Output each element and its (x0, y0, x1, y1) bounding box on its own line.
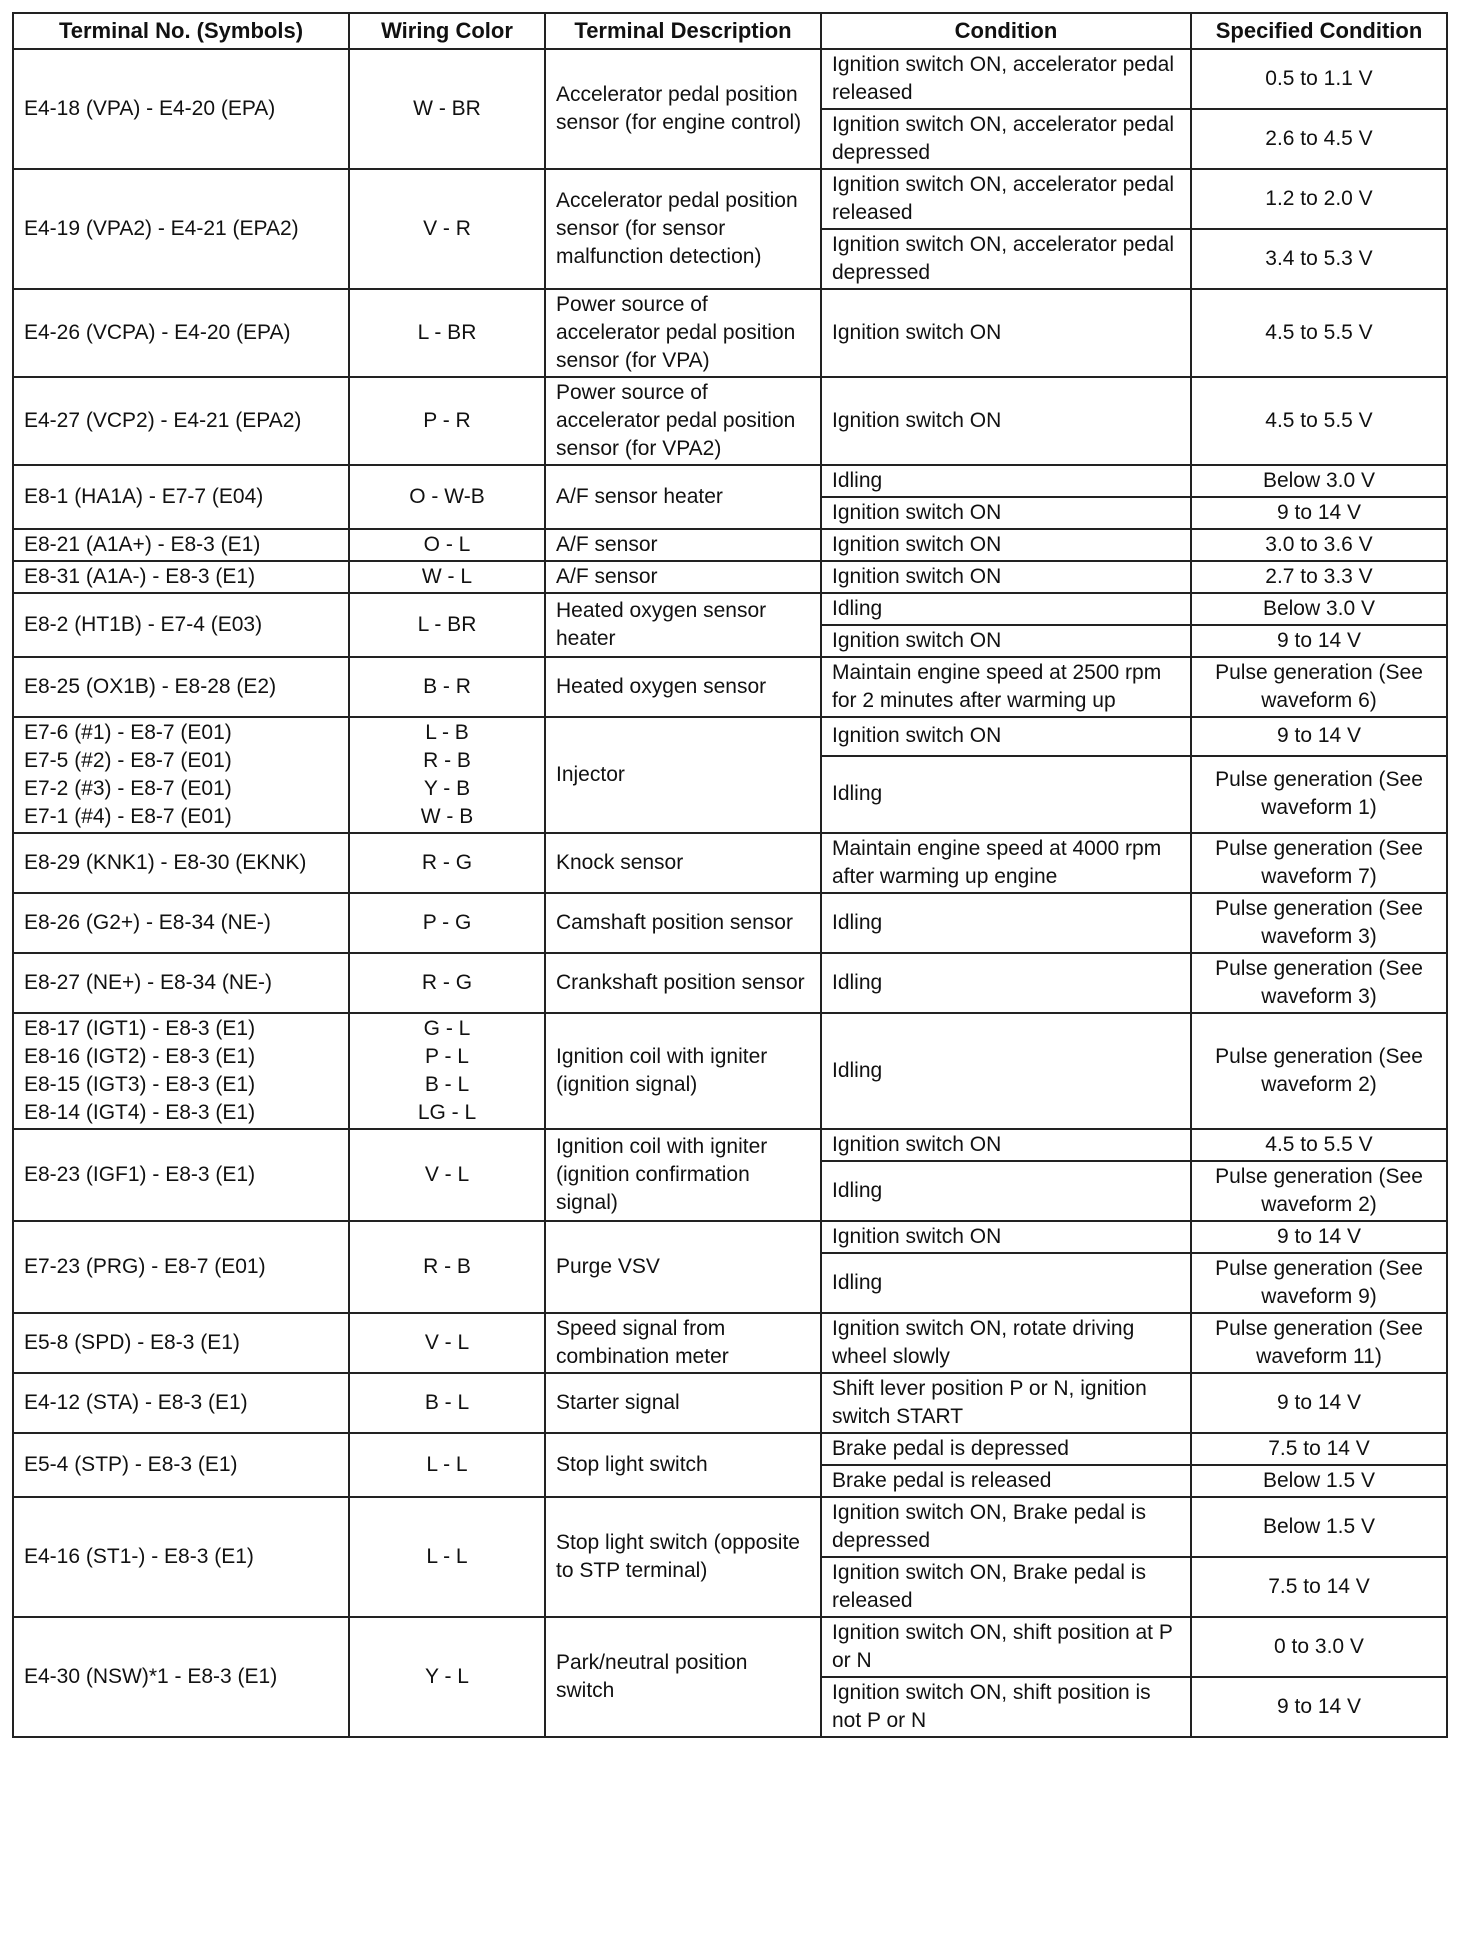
terminal-description: Heated oxygen sensor (545, 657, 821, 717)
condition-cell: Ignition switch ON (821, 1221, 1191, 1253)
condition-cell: Ignition switch ON (821, 497, 1191, 529)
terminal-pair: E5-4 (STP) - E8-3 (E1) (24, 1453, 238, 1476)
terminal-pair: E7-5 (#2) - E8-7 (E01) (24, 749, 232, 772)
terminal-pair: E8-2 (HT1B) - E7-4 (E03) (24, 613, 263, 636)
specified-condition-cell: 9 to 14 V (1191, 1221, 1447, 1253)
terminal-pair: E4-16 (ST1-) - E8-3 (E1) (24, 1545, 254, 1568)
wiring-color: Y - L (425, 1665, 469, 1688)
table-row (13, 1013, 1447, 1129)
wiring-color-cell (349, 1433, 545, 1497)
condition-cell: Ignition switch ON, shift position is not P or N (821, 1677, 1191, 1737)
condition-cell: Ignition switch ON, rotate driving wheel slowly (821, 1313, 1191, 1373)
wiring-color-cell (349, 1129, 545, 1221)
wiring-color: L - L (426, 1545, 468, 1568)
wiring-color-cell (349, 953, 545, 1013)
table-row (13, 893, 1447, 953)
terminal-cell (13, 893, 349, 953)
terminal-cell (13, 289, 349, 377)
terminal-description: Purge VSV (545, 1221, 821, 1313)
condition-cell: Ignition switch ON, accelerator pedal depressed (821, 109, 1191, 169)
specified-condition-cell: Pulse generation (See waveform 11) (1191, 1313, 1447, 1373)
table-row (13, 561, 1447, 593)
terminal-pair: E8-23 (IGF1) - E8-3 (E1) (24, 1163, 256, 1186)
terminal-cell (13, 465, 349, 529)
wiring-color-cell (349, 657, 545, 717)
wiring-color: L - BR (417, 321, 477, 344)
wiring-color-cell (349, 1013, 545, 1129)
condition-cell: Ignition switch ON (821, 717, 1191, 756)
header-row (13, 13, 1447, 49)
condition-cell: Maintain engine speed at 2500 rpm for 2 minutes after warming up (821, 657, 1191, 717)
condition-cell: Idling (821, 756, 1191, 833)
condition-cell: Ignition switch ON, accelerator pedal released (821, 169, 1191, 229)
header-specified-condition: Specified Condition (1191, 13, 1447, 49)
specified-condition-cell: 2.6 to 4.5 V (1191, 109, 1447, 169)
terminal-pair: E7-2 (#3) - E8-7 (E01) (24, 777, 232, 800)
condition-cell: Idling (821, 593, 1191, 625)
condition-cell: Idling (821, 893, 1191, 953)
terminal-pair: E7-1 (#4) - E8-7 (E01) (24, 805, 232, 828)
terminal-pair: E4-27 (VCP2) - E4-21 (EPA2) (24, 409, 302, 432)
terminal-cell (13, 1129, 349, 1221)
terminal-pair: E4-18 (VPA) - E4-20 (EPA) (24, 97, 276, 120)
terminal-description: Ignition coil with igniter (ignition signal) (545, 1013, 821, 1129)
table-row (13, 953, 1447, 1013)
condition-cell: Idling (821, 465, 1191, 497)
condition-cell: Brake pedal is released (821, 1465, 1191, 1497)
specified-condition-cell: 3.4 to 5.3 V (1191, 229, 1447, 289)
wiring-color: O - L (423, 533, 471, 556)
terminal-cell (13, 561, 349, 593)
terminal-description: Park/neutral position switch (545, 1617, 821, 1737)
specified-condition-cell: 9 to 14 V (1191, 497, 1447, 529)
condition-cell: Ignition switch ON (821, 1129, 1191, 1161)
terminal-description: Stop light switch (545, 1433, 821, 1497)
wiring-color: LG - L (417, 1101, 477, 1124)
terminal-description: Starter signal (545, 1373, 821, 1433)
wiring-color: V - L (424, 1331, 470, 1354)
wiring-color: R - B (423, 1255, 471, 1278)
condition-cell: Idling (821, 1013, 1191, 1129)
terminal-pair: E5-8 (SPD) - E8-3 (E1) (24, 1331, 240, 1354)
terminal-description: Accelerator pedal position sensor (for engine control) (545, 49, 821, 169)
terminal-cell (13, 529, 349, 561)
terminal-description: Injector (545, 717, 821, 833)
specified-condition-cell: 7.5 to 14 V (1191, 1557, 1447, 1617)
condition-cell: Ignition switch ON (821, 561, 1191, 593)
specified-condition-cell: 0 to 3.0 V (1191, 1617, 1447, 1677)
terminal-cell (13, 1221, 349, 1313)
terminal-cell (13, 1013, 349, 1129)
table-row (13, 289, 1447, 377)
wiring-color: R - G (421, 851, 473, 874)
terminal-description: Ignition coil with igniter (ignition confirmation signal) (545, 1129, 821, 1221)
condition-cell: Idling (821, 953, 1191, 1013)
terminal-description: Power source of accelerator pedal position sensor (for VPA2) (545, 377, 821, 465)
wiring-color: W - BR (413, 97, 481, 120)
terminal-pair: E7-23 (PRG) - E8-7 (E01) (24, 1255, 266, 1278)
terminal-spec-table (12, 12, 1448, 1738)
condition-cell: Brake pedal is depressed (821, 1433, 1191, 1465)
condition-cell: Ignition switch ON (821, 289, 1191, 377)
terminal-pair: E4-30 (NSW)*1 - E8-3 (E1) (24, 1665, 278, 1688)
condition-cell: Ignition switch ON (821, 625, 1191, 657)
condition-cell: Ignition switch ON, Brake pedal is released (821, 1557, 1191, 1617)
table-row (13, 465, 1447, 497)
header-terminal: Terminal No. (Symbols) (13, 13, 349, 49)
table-row (13, 169, 1447, 229)
table-row (13, 1313, 1447, 1373)
condition-cell: Ignition switch ON, shift position at P or N (821, 1617, 1191, 1677)
header-wiring-color: Wiring Color (349, 13, 545, 49)
terminal-pair: E8-25 (OX1B) - E8-28 (E2) (24, 675, 277, 698)
table-row (13, 717, 1447, 756)
specified-condition-cell: Pulse generation (See waveform 3) (1191, 953, 1447, 1013)
terminal-pair: E8-27 (NE+) - E8-34 (NE-) (24, 971, 272, 994)
specified-condition-cell: 9 to 14 V (1191, 1677, 1447, 1737)
terminal-description: Speed signal from combination meter (545, 1313, 821, 1373)
header-terminal-description: Terminal Description (545, 13, 821, 49)
wiring-color: W - B (420, 805, 474, 828)
terminal-pair: E8-17 (IGT1) - E8-3 (E1) (24, 1017, 256, 1040)
wiring-color-cell (349, 289, 545, 377)
specified-condition-cell: Pulse generation (See waveform 6) (1191, 657, 1447, 717)
wiring-color-cell (349, 717, 545, 833)
terminal-cell (13, 169, 349, 289)
specified-condition-cell: 4.5 to 5.5 V (1191, 1129, 1447, 1161)
wiring-color-cell (349, 1497, 545, 1617)
terminal-description: A/F sensor (545, 529, 821, 561)
specified-condition-cell: Below 1.5 V (1191, 1497, 1447, 1557)
wiring-color-cell (349, 377, 545, 465)
specified-condition-cell: 4.5 to 5.5 V (1191, 377, 1447, 465)
terminal-cell (13, 657, 349, 717)
condition-cell: Ignition switch ON, accelerator pedal depressed (821, 229, 1191, 289)
terminal-cell (13, 833, 349, 893)
terminal-cell (13, 1313, 349, 1373)
table-row (13, 1433, 1447, 1465)
condition-cell: Ignition switch ON (821, 377, 1191, 465)
wiring-color: B - R (423, 675, 471, 698)
table-row (13, 657, 1447, 717)
wiring-color: R - B (423, 749, 471, 772)
specified-condition-cell: Pulse generation (See waveform 2) (1191, 1161, 1447, 1221)
wiring-color: B - L (424, 1391, 470, 1414)
wiring-color: L - L (426, 1453, 468, 1476)
terminal-pair: E8-21 (A1A+) - E8-3 (E1) (24, 533, 261, 556)
terminal-cell (13, 49, 349, 169)
wiring-color: R - G (421, 971, 473, 994)
specified-condition-cell: 3.0 to 3.6 V (1191, 529, 1447, 561)
wiring-color-cell (349, 465, 545, 529)
table-row (13, 377, 1447, 465)
specified-condition-cell: Below 1.5 V (1191, 1465, 1447, 1497)
wiring-color-cell (349, 1373, 545, 1433)
specified-condition-cell: 7.5 to 14 V (1191, 1433, 1447, 1465)
specified-condition-cell: Pulse generation (See waveform 2) (1191, 1013, 1447, 1129)
terminal-cell (13, 377, 349, 465)
wiring-color-cell (349, 893, 545, 953)
wiring-color: Y - B (423, 777, 471, 800)
terminal-pair: E8-29 (KNK1) - E8-30 (EKNK) (24, 851, 307, 874)
wiring-color-cell (349, 169, 545, 289)
wiring-color-cell (349, 561, 545, 593)
specified-condition-cell: Below 3.0 V (1191, 465, 1447, 497)
condition-cell: Ignition switch ON, Brake pedal is depressed (821, 1497, 1191, 1557)
condition-cell: Idling (821, 1161, 1191, 1221)
wiring-color-cell (349, 1221, 545, 1313)
condition-cell: Ignition switch ON, accelerator pedal released (821, 49, 1191, 109)
wiring-color-cell (349, 593, 545, 657)
wiring-color: L - B (425, 721, 469, 744)
specified-condition-cell: 9 to 14 V (1191, 717, 1447, 756)
terminal-pair: E8-14 (IGT4) - E8-3 (E1) (24, 1101, 256, 1124)
condition-cell: Shift lever position P or N, ignition switch START (821, 1373, 1191, 1433)
table-row (13, 529, 1447, 561)
table-row (13, 49, 1447, 109)
wiring-color-cell (349, 1617, 545, 1737)
wiring-color: P - L (425, 1045, 469, 1068)
terminal-pair: E4-19 (VPA2) - E4-21 (EPA2) (24, 217, 299, 240)
terminal-cell (13, 1497, 349, 1617)
wiring-color: O - W-B (409, 485, 485, 508)
specified-condition-cell: Pulse generation (See waveform 9) (1191, 1253, 1447, 1313)
table-row (13, 593, 1447, 625)
condition-cell: Ignition switch ON (821, 529, 1191, 561)
wiring-color: W - L (421, 565, 473, 588)
terminal-description: Crankshaft position sensor (545, 953, 821, 1013)
condition-cell: Idling (821, 1253, 1191, 1313)
wiring-color: B - L (424, 1073, 470, 1096)
wiring-color: V - R (423, 217, 471, 240)
table-row (13, 1617, 1447, 1677)
terminal-pair: E7-6 (#1) - E8-7 (E01) (24, 721, 232, 744)
terminal-description: Power source of accelerator pedal position sensor (for VPA) (545, 289, 821, 377)
terminal-description: A/F sensor (545, 561, 821, 593)
terminal-description: Knock sensor (545, 833, 821, 893)
wiring-color: V - L (424, 1163, 470, 1186)
specified-condition-cell: 9 to 14 V (1191, 625, 1447, 657)
specified-condition-cell: Pulse generation (See waveform 1) (1191, 756, 1447, 833)
table-row (13, 1129, 1447, 1161)
specified-condition-cell: 4.5 to 5.5 V (1191, 289, 1447, 377)
terminal-pair: E8-16 (IGT2) - E8-3 (E1) (24, 1045, 256, 1068)
wiring-color: P - G (422, 911, 472, 934)
table-row (13, 833, 1447, 893)
terminal-pair: E4-26 (VCPA) - E4-20 (EPA) (24, 321, 291, 344)
specified-condition-cell: Pulse generation (See waveform 7) (1191, 833, 1447, 893)
wiring-color-cell (349, 1313, 545, 1373)
specified-condition-cell: 0.5 to 1.1 V (1191, 49, 1447, 109)
header-condition: Condition (821, 13, 1191, 49)
terminal-pair: E8-15 (IGT3) - E8-3 (E1) (24, 1073, 256, 1096)
table-body (13, 49, 1447, 1737)
specified-condition-cell: Below 3.0 V (1191, 593, 1447, 625)
terminal-cell (13, 593, 349, 657)
wiring-color-cell (349, 529, 545, 561)
terminal-cell (13, 1433, 349, 1497)
terminal-cell (13, 953, 349, 1013)
terminal-cell (13, 1617, 349, 1737)
terminal-pair: E8-26 (G2+) - E8-34 (NE-) (24, 911, 271, 934)
terminal-pair: E4-12 (STA) - E8-3 (E1) (24, 1391, 248, 1414)
terminal-description: A/F sensor heater (545, 465, 821, 529)
terminal-pair: E8-31 (A1A-) - E8-3 (E1) (24, 565, 256, 588)
terminal-cell (13, 1373, 349, 1433)
specified-condition-cell: 9 to 14 V (1191, 1373, 1447, 1433)
specified-condition-cell: 1.2 to 2.0 V (1191, 169, 1447, 229)
specified-condition-cell: 2.7 to 3.3 V (1191, 561, 1447, 593)
table-row (13, 1221, 1447, 1253)
terminal-description: Heated oxygen sensor heater (545, 593, 821, 657)
terminal-cell (13, 717, 349, 833)
wiring-color-cell (349, 833, 545, 893)
table-row (13, 1373, 1447, 1433)
terminal-description: Stop light switch (opposite to STP terminal) (545, 1497, 821, 1617)
wiring-color: G - L (423, 1017, 471, 1040)
wiring-color: P - R (423, 409, 471, 432)
table-row (13, 1497, 1447, 1557)
terminal-description: Camshaft position sensor (545, 893, 821, 953)
terminal-pair: E8-1 (HA1A) - E7-7 (E04) (24, 485, 264, 508)
terminal-description: Accelerator pedal position sensor (for sensor malfunction detection) (545, 169, 821, 289)
wiring-color-cell (349, 49, 545, 169)
condition-cell: Maintain engine speed at 4000 rpm after warming up engine (821, 833, 1191, 893)
specified-condition-cell: Pulse generation (See waveform 3) (1191, 893, 1447, 953)
wiring-color: L - BR (417, 613, 477, 636)
